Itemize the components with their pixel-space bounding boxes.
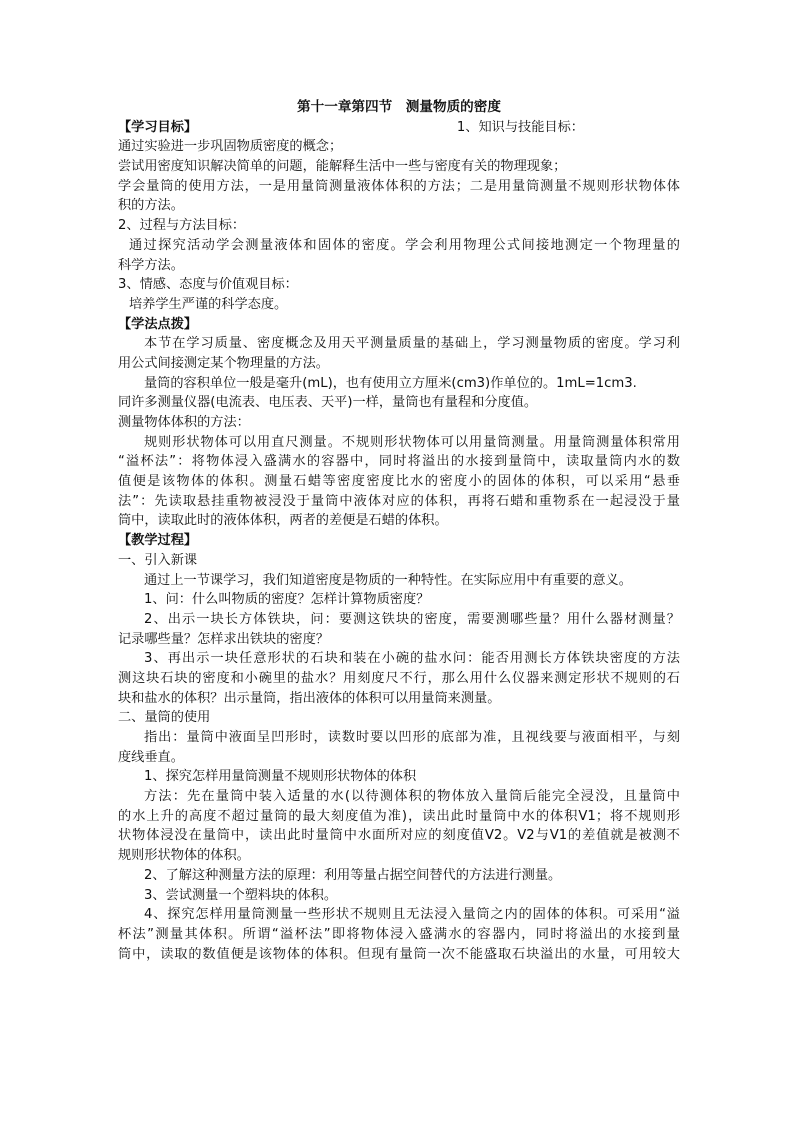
paragraph-line: 指出：量筒中液面呈凹形时，读数时要以凹形的底部为准，且视线要与液面相平，与刻	[144, 730, 680, 745]
paragraph-line: 4、探究怎样用量筒测量一些形状不规则且无法浸入量筒之内的固体的体积。可采用“溢	[144, 907, 680, 923]
paragraph-line: “溢杯法”：将物体浸入盛满水的容器中，同时将溢出的水接到量筒中，读取量筒内水的数	[118, 454, 680, 470]
paragraph-line: 值便是该物体的体积。测量石蜡等密度密度比水的密度小的固体的体积，可以采用“悬垂	[118, 474, 680, 490]
subheading-attitude: 3、情感、态度与价值观目标：	[118, 277, 298, 293]
paragraph-line: 规则形状物体可以用直尺测量。不规则形状物体可以用量筒测量。用量筒测量体积常用	[144, 434, 680, 450]
goals-heading-row	[118, 118, 680, 138]
paragraph-line: 培养学生严谨的科学态度。	[129, 296, 288, 312]
paragraph-line: 筒中，读取此时的液体体积，两者的差便是石蜡的体积。	[118, 513, 448, 529]
paragraph-line: 同许多测量仪器(电流表、电压表、天平)一样，量筒也有量程和分度值。	[118, 395, 538, 411]
paragraph-line: 的水上升的高度不超过量筒的最大刻度值为准)，读出此时量筒中水的体积V1；将不规则形	[118, 808, 680, 824]
paragraph-line: 积的方法。	[118, 198, 184, 214]
subheading-process: 2、过程与方法目标：	[118, 218, 246, 234]
paragraph-line: 块和盐水的体积？出示量筒，指出液体的体积可以用量筒来测量。	[118, 690, 501, 706]
paragraph-line: 测量物体体积的方法：	[118, 415, 250, 430]
section-heading-intro: 一、引入新课	[118, 552, 198, 568]
paragraph-line: 通过实验进一步巩固物质密度的概念；	[118, 139, 343, 155]
paragraph-line: 度线垂直。	[118, 749, 184, 765]
goals-heading: 【学习目标】	[118, 119, 198, 135]
page-title: 第十一章第四节 测量物质的密度	[297, 99, 501, 115]
process-heading: 【教学过程】	[118, 533, 198, 549]
paragraph-line: 状物体浸没在量筒中，读出此时量筒中水面所对应的刻度值V2。V2与V1的差值就是被测不	[118, 828, 680, 844]
paragraph-line: 筒中，读取的数值便是该物体的体积。但现有量筒一次不能盛取石块溢出的水量，可用较大	[118, 946, 680, 962]
paragraph-line: 通过上一节课学习，我们知道密度是物质的一种特性。在实际应用中有重要的意义。	[144, 572, 632, 588]
paragraph-line: 记录哪些量？怎样求出铁块的密度？	[118, 631, 329, 647]
method-heading: 【学法点拨】	[118, 316, 198, 332]
paragraph-line: 规则形状物体的体积。	[118, 848, 250, 864]
paragraph-line: 尝试用密度知识解决简单的问题，能解释生活中一些与密度有关的物理现象；	[118, 159, 567, 175]
paragraph-line: 杯法”测量其体积。所谓“溢杯法”即将物体浸入盛满水的容器内，同时将溢出的水接到量	[118, 926, 680, 942]
paragraph-line: 学会量筒的使用方法，一是用量筒测量液体体积的方法；二是用量筒测量不规则形状物体体	[118, 178, 680, 194]
paragraph-line: 2、了解这种测量方法的原理：利用等量占据空间替代的方法进行测量。	[144, 867, 562, 883]
document-body	[118, 98, 680, 964]
paragraph-line: 2、出示一块长方体铁块，问：要测这铁块的密度，需要测哪些量？用什么器材测量？	[144, 611, 680, 627]
paragraph-line: 方法：先在量筒中装入适量的水(以待测体积的物体放入量筒后能完全浸没，且量筒中	[144, 789, 680, 805]
paragraph-line: 1、探究怎样用量筒测量不规则形状物体的体积	[144, 769, 417, 785]
paragraph-line: 科学方法。	[118, 257, 184, 273]
paragraph-line: 本节在学习质量、密度概念及用天平测量质量的基础上，学习测量物质的密度。学习利	[144, 336, 680, 352]
paragraph-line: 量筒的容积单位一般是毫升(mL)，也有使用立方厘米(cm3)作单位的。1mL=1cm3.	[144, 375, 637, 391]
paragraph-line: 法”：先读取悬挂重物被浸没于量筒中液体对应的体积，再将石蜡和重物系在一起浸没于量	[118, 493, 680, 509]
paragraph-line: 通过探究活动学会测量液体和固体的密度。学会利用物理公式间接地测定一个物理量的	[129, 237, 680, 253]
paragraph-line: 1、问：什么叫物质的密度？怎样计算物质密度？	[144, 592, 430, 608]
paragraph-line: 测这块石块的密度和小碗里的盐水？用刻度尺不行，那么用什么仪器来测定形状不规则的石	[118, 670, 680, 686]
paragraph-line: 3、再出示一块任意形状的石块和装在小碗的盐水问：能否用测长方体铁块密度的方法	[144, 651, 680, 667]
paragraph-line: 用公式间接测定某个物理量的方法。	[118, 355, 329, 371]
paragraph-line: 3、尝试测量一个塑料块的体积。	[144, 887, 338, 903]
section-heading-cylinder: 二、量筒的使用	[118, 710, 211, 726]
goals-knowledge-label: 1、知识与技能目标：	[456, 119, 584, 135]
